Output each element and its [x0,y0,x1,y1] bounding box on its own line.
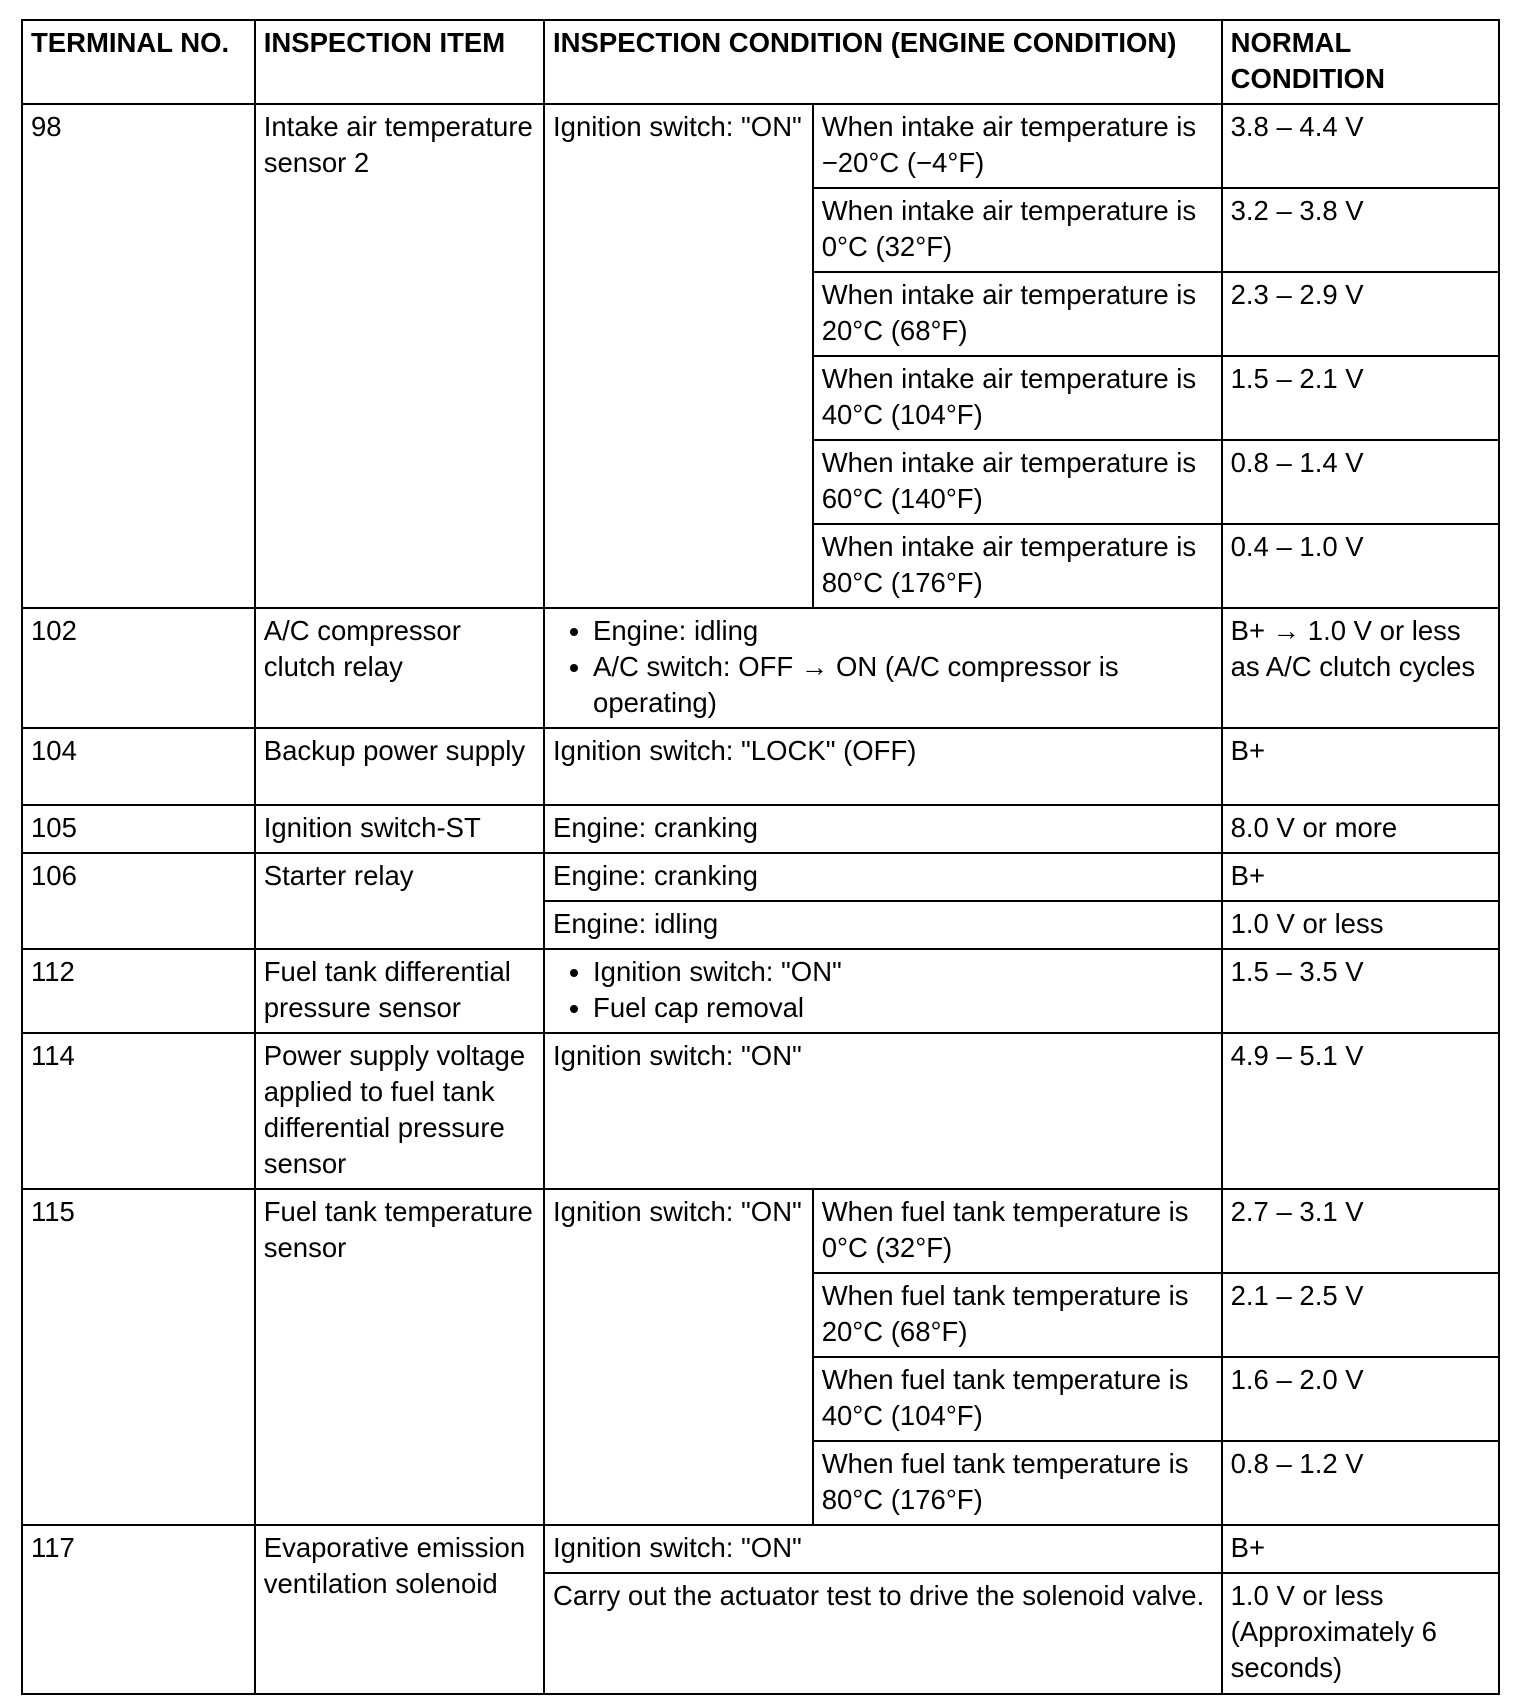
inspection-condition: Engine: cranking [544,853,1222,901]
terminal-no: 115 [22,1189,255,1525]
terminal-no: 117 [22,1525,255,1694]
inspection-condition: Engine: cranking [544,805,1222,853]
sub-condition: When intake air temperature is 0°C (32°F) [813,188,1222,272]
sub-condition: When fuel tank temperature is 0°C (32°F) [813,1189,1222,1273]
list-item: • Ignition switch: "ON" [593,954,1215,990]
inspection-item: Power supply voltage applied to fuel tank differential pressure sensor [255,1033,544,1189]
sub-condition: When intake air temperature is 20°C (68°F) [813,272,1222,356]
sub-condition: When intake air temperature is 40°C (104°F) [813,356,1222,440]
header-terminal-no: TERMINAL NO. [22,20,255,104]
table-row [22,104,1499,188]
condition-list [553,613,1215,721]
normal-value: 2.7 – 3.1 V [1222,1189,1499,1273]
sub-condition: When fuel tank temperature is 80°C (176°F) [813,1441,1222,1525]
normal-value: 2.1 – 2.5 V [1222,1273,1499,1357]
inspection-item: Ignition switch-ST [255,805,544,853]
list-item: • Fuel cap removal [593,990,1215,1026]
table-row [22,949,1499,1033]
table-row [22,853,1499,901]
inspection-item: Starter relay [255,853,544,949]
header-inspection-item: INSPECTION ITEM [255,20,544,104]
inspection-item: Backup power supply [255,728,544,805]
header-normal-condition: NORMAL CONDITION [1222,20,1499,104]
normal-value: 1.0 V or less [1222,901,1499,949]
header-inspection-condition: INSPECTION CONDITION (ENGINE CONDITION) [544,20,1222,104]
inspection-item: Intake air temperature sensor 2 [255,104,544,608]
inspection-condition: Engine: idling [544,901,1222,949]
sub-condition: When intake air temperature is 80°C (176°F) [813,524,1222,608]
inspection-condition [544,949,1222,1033]
table-row [22,1525,1499,1573]
terminal-no: 98 [22,104,255,608]
inspection-table [21,19,1500,1695]
sub-condition: When intake air temperature is 60°C (140°F) [813,440,1222,524]
normal-value: B+ [1222,1525,1499,1573]
normal-value: 2.3 – 2.9 V [1222,272,1499,356]
normal-value: 1.0 V or less (Approximately 6 seconds) [1222,1573,1499,1694]
normal-value: 1.5 – 3.5 V [1222,949,1499,1033]
table-row [22,1189,1499,1273]
terminal-no: 112 [22,949,255,1033]
normal-value: 4.9 – 5.1 V [1222,1033,1499,1189]
list-item: • A/C switch: OFF → ON (A/C compressor is operating) [593,649,1215,721]
terminal-no: 102 [22,608,255,728]
inspection-condition: Ignition switch: "ON" [544,1033,1222,1189]
table-row [22,805,1499,853]
inspection-condition: Ignition switch: "ON" [544,104,813,608]
sub-condition: When fuel tank temperature is 20°C (68°F) [813,1273,1222,1357]
sub-condition: When fuel tank temperature is 40°C (104°F) [813,1357,1222,1441]
terminal-no: 104 [22,728,255,805]
inspection-item: Fuel tank differential pressure sensor [255,949,544,1033]
terminal-no: 105 [22,805,255,853]
normal-value: B+ → 1.0 V or less as A/C clutch cycles [1222,608,1499,728]
condition-list [553,954,1215,1026]
normal-value: 1.6 – 2.0 V [1222,1357,1499,1441]
table-row [22,1033,1499,1189]
normal-value: B+ [1222,728,1499,805]
inspection-condition [544,608,1222,728]
normal-value: 0.4 – 1.0 V [1222,524,1499,608]
normal-value: 0.8 – 1.4 V [1222,440,1499,524]
normal-value: 3.2 – 3.8 V [1222,188,1499,272]
inspection-condition: Ignition switch: "LOCK" (OFF) [544,728,1222,805]
inspection-item: A/C compressor clutch relay [255,608,544,728]
inspection-item: Fuel tank temperature sensor [255,1189,544,1525]
terminal-no: 114 [22,1033,255,1189]
list-item: • Engine: idling [593,613,1215,649]
normal-value: 1.5 – 2.1 V [1222,356,1499,440]
normal-value: 3.8 – 4.4 V [1222,104,1499,188]
inspection-condition: Ignition switch: "ON" [544,1525,1222,1573]
table-row [22,608,1499,728]
inspection-condition: Ignition switch: "ON" [544,1189,813,1525]
inspection-condition: Carry out the actuator test to drive the solenoid valve. [544,1573,1222,1694]
sub-condition: When intake air temperature is −20°C (−4°F) [813,104,1222,188]
normal-value: 0.8 – 1.2 V [1222,1441,1499,1525]
table-row [22,728,1499,805]
normal-value: 8.0 V or more [1222,805,1499,853]
inspection-item: Evaporative emission ventilation solenoid [255,1525,544,1694]
normal-value: B+ [1222,853,1499,901]
terminal-no: 106 [22,853,255,949]
